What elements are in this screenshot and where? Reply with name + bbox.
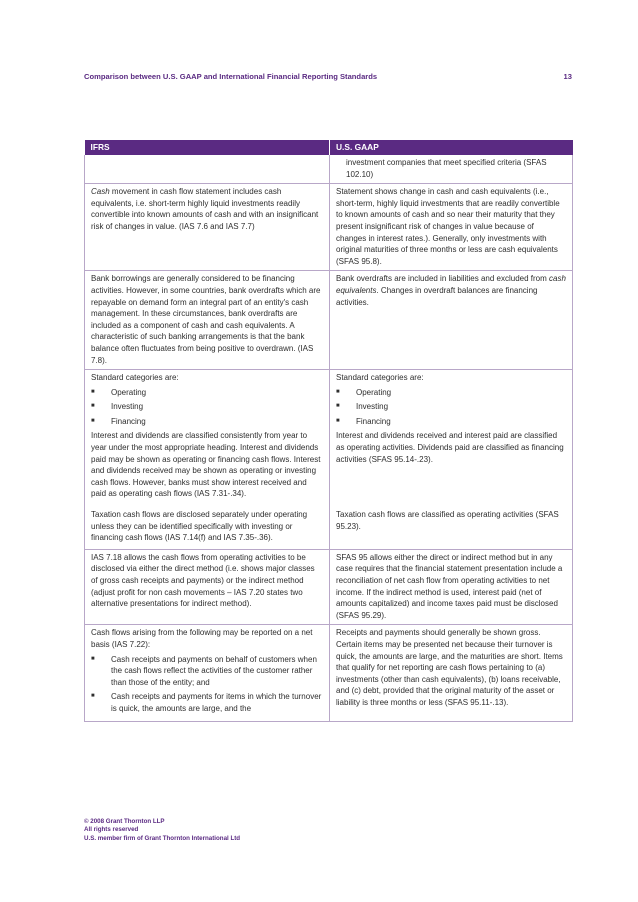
cell-paragraph: Interest and dividends are classified consistently from year to year under the most appropriate heading. Interest and dividends paid may be shown as operating or financing cash flows. Interest and dividends received may be shown as operating or investing cash flows. However, banks must show interest received and paid as operating cash flows (IAS 7.31-.34).	[91, 431, 321, 499]
table-cell-ifrs	[85, 184, 330, 271]
square-bullet-icon: ■	[91, 403, 95, 410]
cell-paragraph: Taxation cash flows are classified as operating activities (SFAS 95.23).	[336, 510, 559, 531]
table-row	[85, 184, 573, 271]
list-item-text: Cash receipts and payments on behalf of customers when the cash flows reflect the activities of the customer rather than those of the entity; and	[111, 654, 317, 687]
list-item-text: Operating	[111, 387, 147, 397]
list-item	[336, 387, 566, 399]
table-cell-us-gaap	[330, 155, 573, 184]
rights-line: All rights reserved	[84, 826, 139, 834]
italic-term: Cash	[91, 187, 110, 197]
page-header	[84, 72, 572, 86]
list-item-text: Cash receipts and payments for items in which the turnover is quick, the amounts are large, and the	[111, 692, 322, 713]
continuation-text: investment companies that meet specified criteria (SFAS 102.10)	[346, 158, 547, 179]
table-row	[85, 625, 573, 721]
cell-paragraph: Taxation cash flows are disclosed separately under operating unless they can be identified specifically with investing or financing cash flows (IAS 7.14(f) and IAS 7.35-.36).	[91, 510, 308, 543]
cell-text: Bank overdrafts are included in liabilities and excluded from	[336, 274, 550, 284]
cell-text: movement in cash flow statement includes cash equivalents, i.e. short-term highly liquid investments readily convertible into known amounts of cash and with an insignificant risk of changes in value. (IAS 7.6 and IAS 7.7)	[91, 187, 319, 231]
column-header-ifrs: IFRS	[85, 140, 330, 155]
cell-text: . Changes in overdraft balances are financing activities.	[336, 285, 538, 307]
list-item	[336, 416, 566, 428]
table-header-row	[85, 140, 573, 155]
table-cell-us-gaap	[330, 271, 573, 370]
square-bullet-icon: ■	[336, 417, 340, 424]
cell-text: IAS 7.18 allows the cash flows from operating activities to be disclosed via either the direct method (i.e. shows major classes of gross cash receipts and payments) or the indirect method (adjust profit for non cash movements – IAS 7.20 states two alternative presentations for indirect method).	[91, 552, 315, 609]
cell-text: Statement shows change in cash and cash equivalents (i.e., short-term, highly liquid investments that are readily convertible to known amounts of cash and so near their maturity that they present insignificant risk of changes in value because of changes in interest rates.). Generally, only investments with original maturities of three months or less are cash equivalents (SFAS 95.8).	[336, 187, 560, 266]
list-item-text: Financing	[356, 416, 391, 426]
table-cell-ifrs	[85, 549, 330, 625]
square-bullet-icon: ■	[91, 417, 95, 424]
page-number: 13	[563, 72, 572, 81]
table-cell-ifrs	[85, 625, 330, 721]
cell-paragraph: Cash flows arising from the following may be reported on a net basis (IAS 7.22):	[91, 628, 313, 649]
square-bullet-icon: ■	[91, 655, 95, 662]
list-item	[91, 401, 323, 413]
document-title: Comparison between U.S. GAAP and International Financial Reporting Standards	[84, 72, 378, 81]
comparison-table	[84, 140, 573, 722]
table-cell-ifrs	[85, 370, 330, 550]
list-item-text: Investing	[111, 402, 144, 412]
cell-paragraph: Interest and dividends received and interest paid are classified as operating activities. Dividends paid are classified as financing activities (SFAS 95.14-.23).	[336, 431, 564, 464]
cell-text: SFAS 95 allows either the direct or indirect method but in any case requires that the financial statement presentation include a reconciliation of net cash flow from operating activities to net income. If the indirect method is used, interest paid (net of amounts capitalized) and income taxes paid must be disclosed (SFAS 95.29).	[336, 552, 563, 620]
categories-intro: Standard categories are:	[336, 373, 424, 383]
table-row	[85, 271, 573, 370]
copyright-line: © 2008 Grant Thornton LLP	[84, 818, 165, 825]
list-item	[91, 691, 323, 714]
list-item	[91, 387, 323, 399]
table-cell-ifrs	[85, 155, 330, 184]
square-bullet-icon: ■	[336, 388, 340, 395]
square-bullet-icon: ■	[336, 403, 340, 410]
column-header-us-gaap: U.S. GAAP	[330, 140, 573, 155]
list-item	[91, 416, 323, 428]
table-cell-us-gaap	[330, 625, 573, 721]
categories-intro: Standard categories are:	[91, 373, 179, 383]
list-item-text: Investing	[356, 402, 389, 412]
list-item-text: Operating	[356, 387, 392, 397]
list-item-text: Financing	[111, 416, 146, 426]
cell-text: Bank borrowings are generally considered to be financing activities. However, in some countries, bank overdrafts which are repayable on demand form an integral part of an entity's cash management. In these circumstances, bank overdrafts are included as a component of cash and cash equivalents. A characteristic of such banking arrangements is that the bank balance often fluctuates from being positive to overdrawn. (IAS 7.8).	[91, 274, 321, 365]
table-cell-us-gaap	[330, 184, 573, 271]
square-bullet-icon: ■	[91, 693, 95, 700]
list-item	[336, 401, 566, 413]
table-cell-us-gaap	[330, 549, 573, 625]
table-row	[85, 370, 573, 550]
table-cell-ifrs	[85, 271, 330, 370]
page-footer	[84, 818, 240, 843]
table-row	[85, 549, 573, 625]
list-item	[91, 654, 323, 689]
square-bullet-icon: ■	[91, 388, 95, 395]
table-cell-us-gaap	[330, 370, 573, 550]
member-firm-line: U.S. member firm of Grant Thornton International Ltd	[84, 834, 241, 842]
italic-term: cash equivalents	[336, 274, 566, 295]
cell-text: Receipts and payments should generally be shown gross. Certain items may be presented net because their turnover is quick, the amounts are large, and the maturities are short. Items that qualify for net reporting are cash flows pertaining to (a) investments (other than cash equivalents), (b) loans receivable, and (c) debt, provided that the original maturity of the asset or liability is three months or less (SFAS 95.11-.13).	[336, 628, 563, 707]
table-row	[85, 155, 573, 184]
